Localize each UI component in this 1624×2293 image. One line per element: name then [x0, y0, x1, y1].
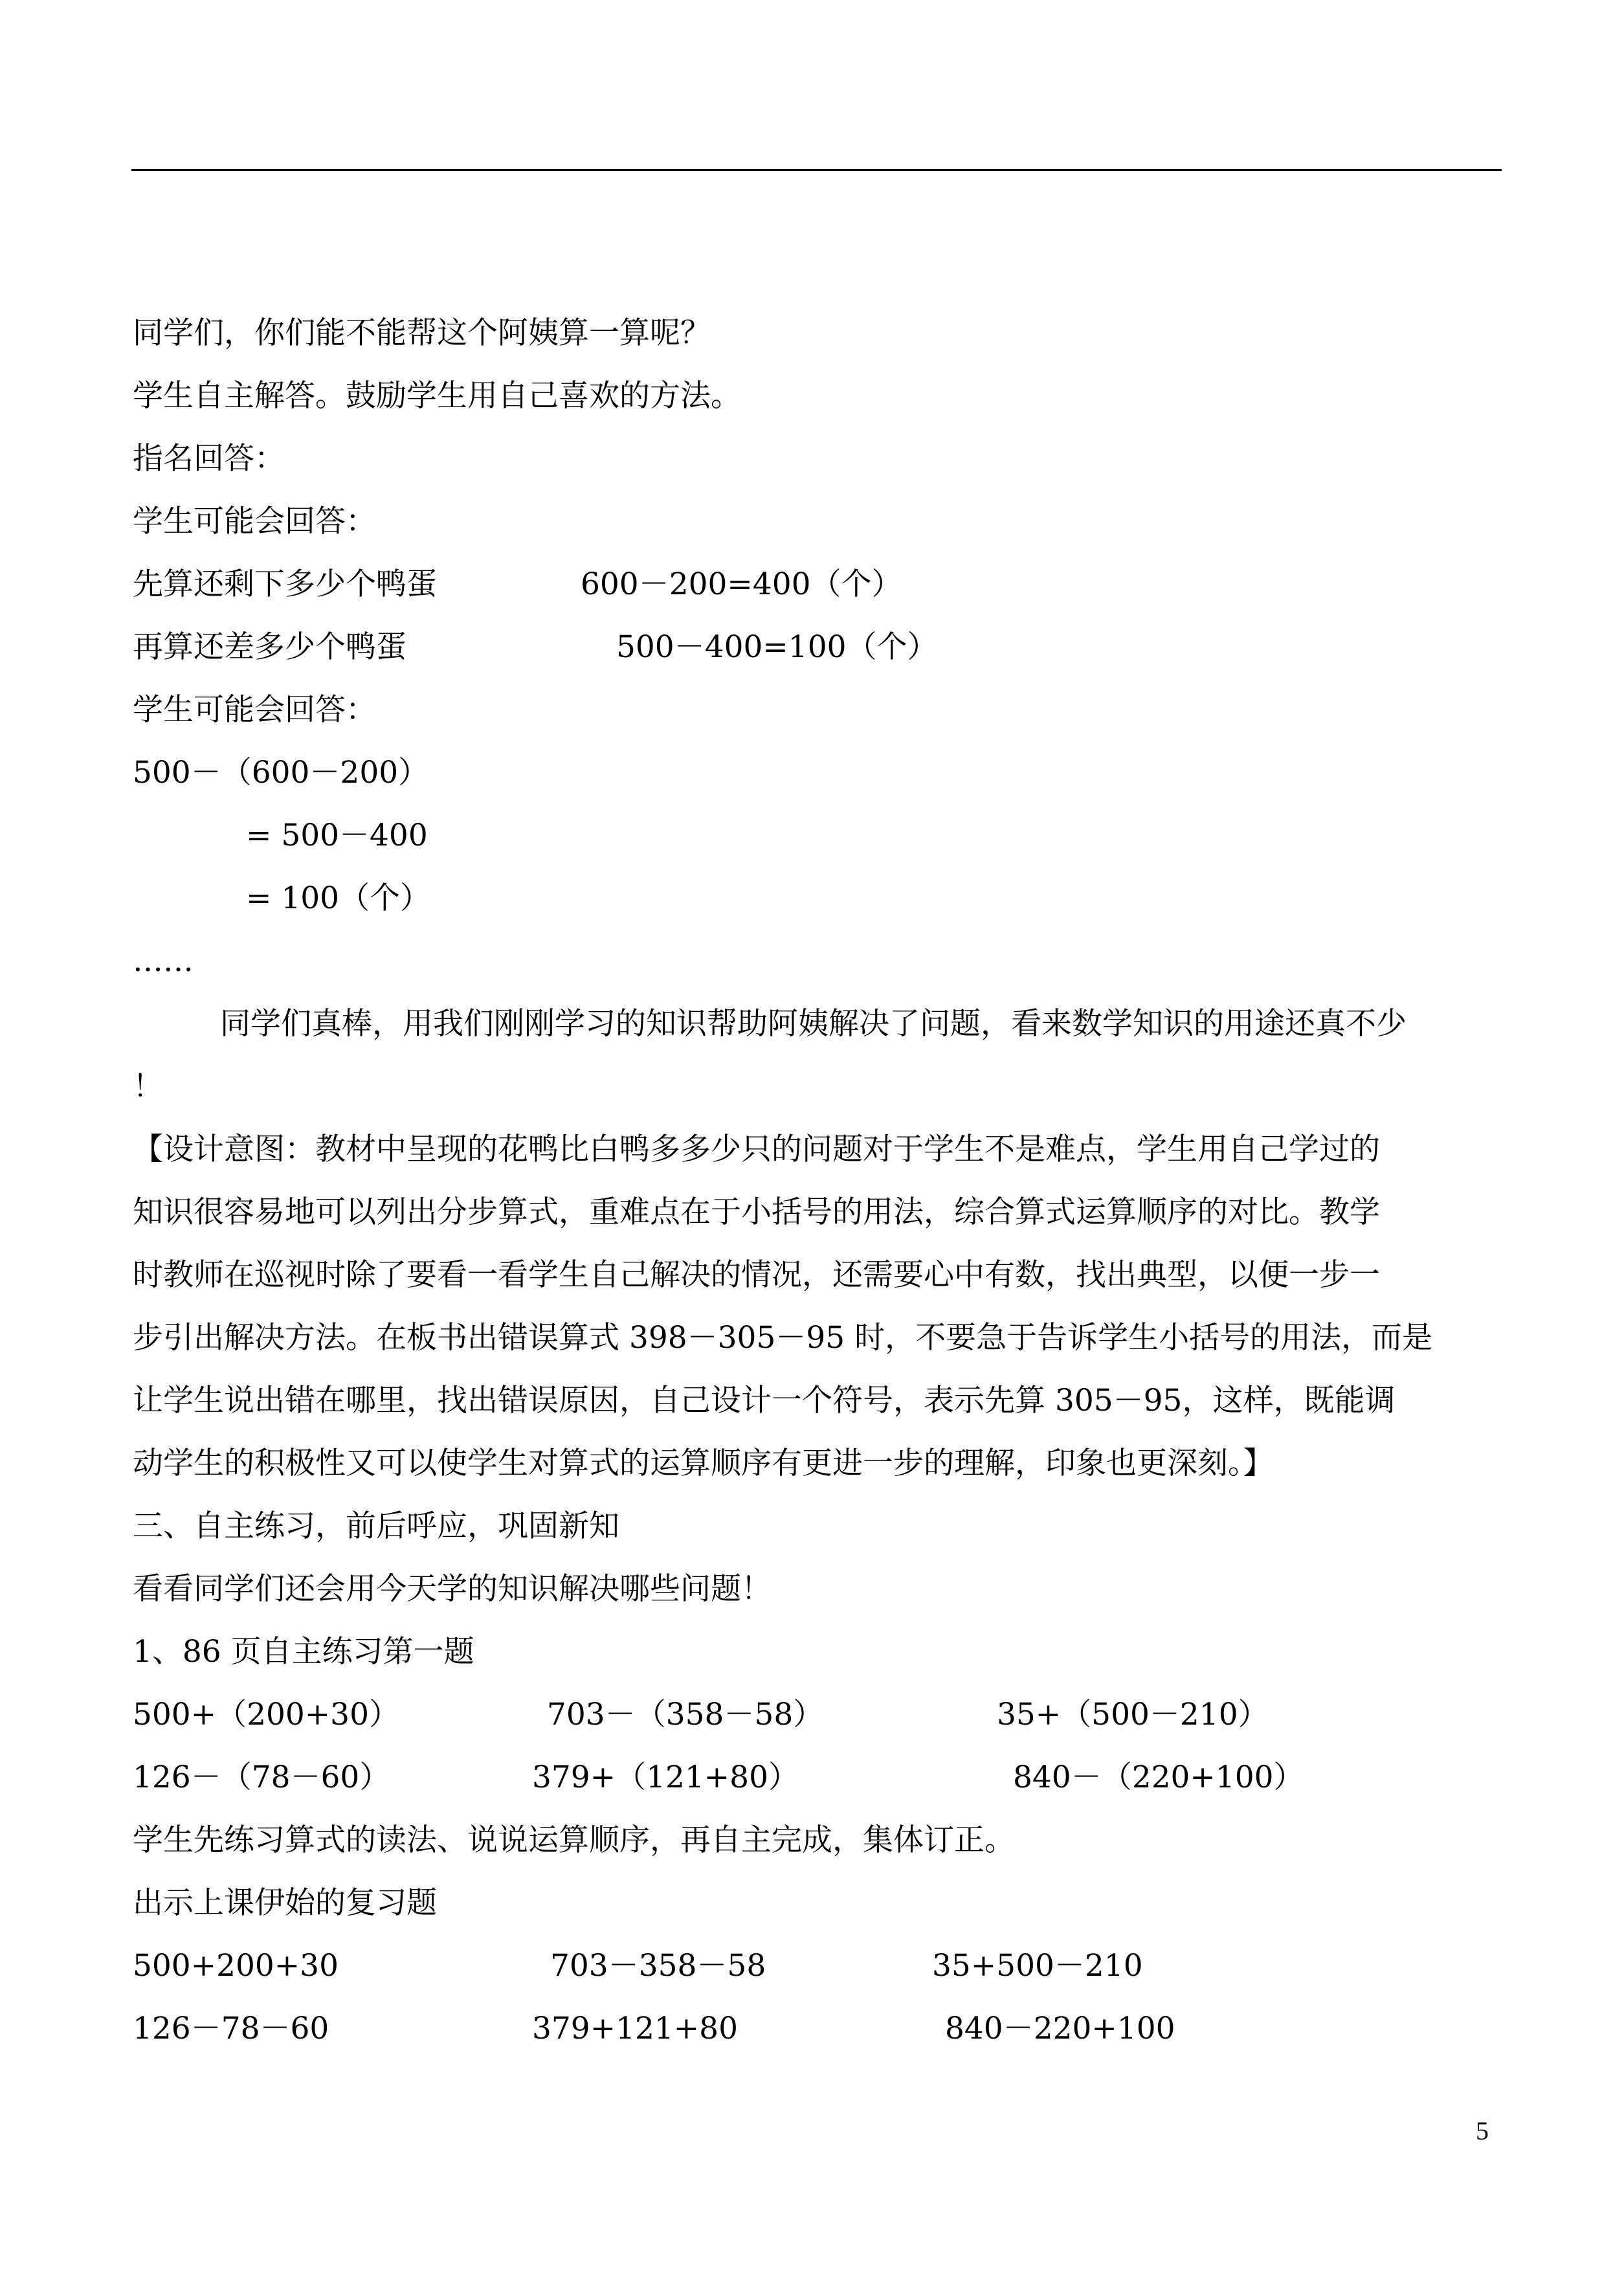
ellipsis: …… [133, 943, 194, 979]
exercise-item: 840－220+100 [945, 2011, 1175, 2046]
exercise-heading: 1、86 页自主练习第一题 [133, 1634, 474, 1670]
equation: 600－200=400（个） [581, 566, 902, 602]
section-heading: 三、自主练习，前后呼应，巩固新知 [133, 1508, 619, 1544]
text-line: 先算还剩下多少个鸭蛋 [133, 566, 437, 602]
equation: = 100（个） [246, 880, 431, 916]
exercise-item: 840－（220+100） [1013, 1760, 1304, 1795]
design-intent-line: 步引出解决方法。在板书出错误算式 398－305－95 时，不要急于告诉学生小括号的用法，而是 [133, 1320, 1433, 1356]
exercise-item: 500+（200+30） [133, 1697, 399, 1732]
exercise-item: 703－358－58 [550, 1948, 766, 1984]
equation: 500－（600－200） [133, 755, 429, 790]
text-line: 同学们，你们能不能帮这个阿姨算一算呢？ [133, 315, 711, 351]
design-intent-line: 【设计意图：教材中呈现的花鸭比白鸭多多少只的问题对于学生不是难点，学生用自己学过的 [133, 1132, 1380, 1167]
paragraph-line: ！ [133, 1069, 163, 1104]
exercise-item: 500+200+30 [133, 1948, 339, 1984]
exercise-item: 126－（78－60） [133, 1760, 390, 1795]
exercise-item: 703－（358－58） [547, 1697, 824, 1732]
design-intent-line: 知识很容易地可以列出分步算式，重难点在于小括号的用法，综合算式运算顺序的对比。教学 [133, 1194, 1380, 1230]
text-line: 指名回答： [133, 441, 285, 476]
text-line: 出示上课伊始的复习题 [133, 1885, 437, 1921]
paragraph-line: 同学们真棒，用我们刚刚学习的知识帮助阿姨解决了问题，看来数学知识的用途还真不少 [220, 1006, 1407, 1042]
text-line: 学生可能会回答： [133, 504, 376, 539]
design-intent-line: 让学生说出错在哪里，找出错误原因，自己设计一个符号，表示先算 305－95，这样，既能调 [133, 1383, 1396, 1418]
header-rule [131, 169, 1502, 171]
exercise-item: 126－78－60 [133, 2011, 329, 2046]
page-number: 5 [1476, 2116, 1489, 2145]
exercise-item: 35+（500－210） [997, 1697, 1269, 1732]
text-line: 学生可能会回答： [133, 692, 376, 728]
text-line: 学生先练习算式的读法、说说运算顺序，再自主完成，集体订正。 [133, 1822, 1015, 1858]
text-line: 学生自主解答。鼓励学生用自己喜欢的方法。 [133, 378, 741, 414]
equation: = 500－400 [246, 818, 428, 853]
design-intent-line: 动学生的积极性又可以使学生对算式的运算顺序有更进一步的理解，印象也更深刻。】 [133, 1446, 1274, 1481]
exercise-item: 379+121+80 [532, 2011, 738, 2046]
text-line: 再算还差多少个鸭蛋 [133, 629, 406, 665]
exercise-item: 35+500－210 [932, 1948, 1143, 1984]
design-intent-line: 时教师在巡视时除了要看一看学生自己解决的情况，还需要心中有数，找出典型，以便一步一 [133, 1257, 1380, 1293]
text-line: 看看同学们还会用今天学的知识解决哪些问题！ [133, 1571, 772, 1607]
exercise-item: 379+（121+80） [532, 1760, 799, 1795]
equation: 500－400=100（个） [616, 629, 938, 665]
